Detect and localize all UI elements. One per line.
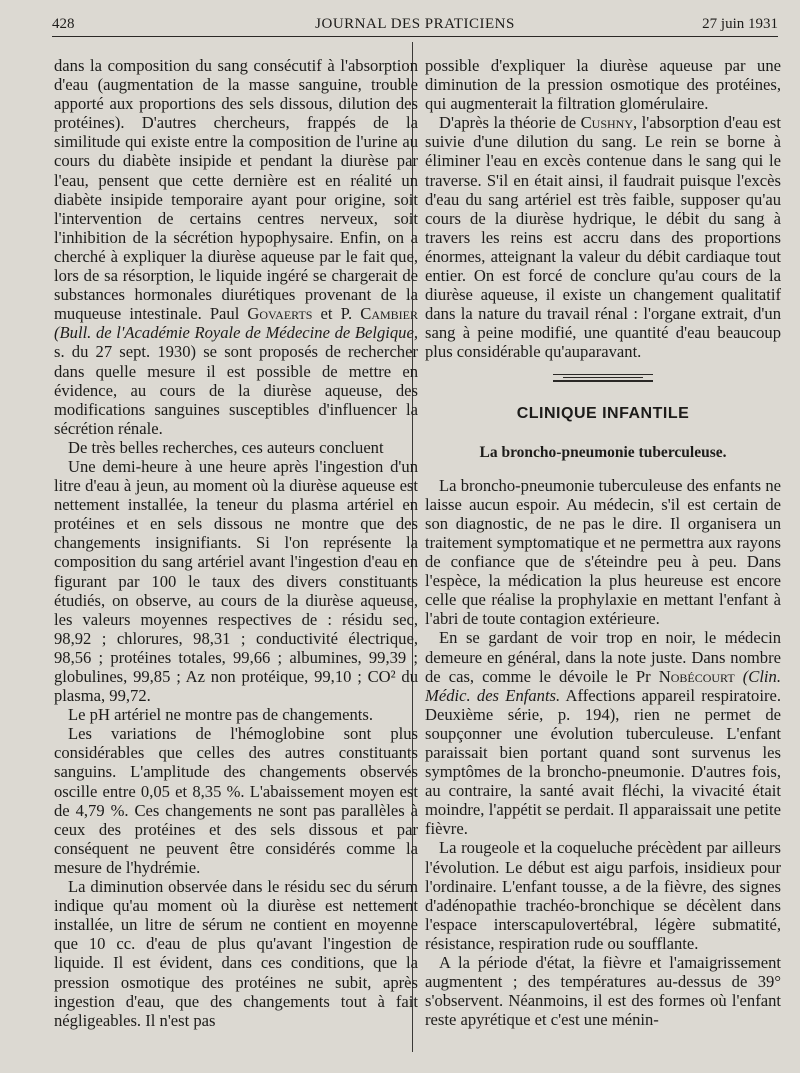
paragraph-text: Paul — [209, 304, 248, 324]
paragraph — [425, 113, 781, 361]
issue-date: 27 juin 1931 — [702, 16, 778, 32]
paragraph: La broncho-pneumonie tuberculeuse des enfants ne laisse aucun espoir. Au médecin, s'il est certain de son diagnostic, de ne pas le dire. Il organisera un traitement symptomatique et ne permettra aux rayons de confiance que de s'éteindre peu à peu. Dans l'espèce, la médication la plus heureuse est encore celle que réalise la prophylaxie en mettant l'enfant à l'abri de toute contagion extérieure. — [425, 475, 781, 629]
paragraph-text: et P. — [312, 304, 361, 324]
running-header — [52, 10, 778, 37]
section-divider — [553, 374, 653, 382]
page-number: 428 — [52, 16, 75, 32]
paragraph: La rougeole et la coqueluche précèdent par ailleurs l'évolution. Le début est aigu parfois, insidieux pour l'ordinaire. L'enfant tousse, a de la fièvre, des signes d'adénopathie trachéo-bronchique se décèlent dans l'espace interscapulovertébral, légère submatité, résistance, respiration rude ou soufflante. — [425, 838, 781, 953]
paragraph — [425, 628, 781, 838]
paragraph: possible d'expliquer la diurèse aqueuse par une diminution de la pression osmotique des protéines, qui augmenterait la filtration glomérulaire. — [425, 56, 781, 114]
paragraph-text: D'après la théorie de — [439, 113, 581, 133]
paragraph: La diminution observée dans le résidu sec du sérum indique qu'au moment où la diurèse est nettement installée, un litre de sérum ne contient en moyenne que 10 cc. d'eau de plus qu'avant l'ingestion de liquide. Il est évident, dans ces conditions, que la pression osmotique des protéines ne subit, après ingestion d'eau, que des changements tout à fait négligeables. Il n'est pas — [54, 877, 418, 1030]
journal-reference: (Bull. de l'Académie Royale de Médecine de Belgique, — [54, 323, 418, 343]
author-name: Cushny — [580, 113, 634, 133]
paragraph-text: , l'absorption d'eau est suivie d'une dilution du sang. Le rein se borne à éliminer l'eau en excès contenue dans le sang qui le traverse. S'il en était ainsi, il faudrait puisque l'excès d'eau du sang artériel est très faible, supposer qu'au cours de la diurèse hydrique, le débit du sang à travers les reins est accru dans des proportions énormes, atteignant la valeur du débit cardiaque tout entier. On est forcé de conclure qu'au cours de la diurèse aqueuse, il existe un changement qualitatif dans la nature du travail rénal : l'organe extrait, d'un sang à peine modifié, une quantité d'eau beaucoup plus considérable qu'auparavant. — [425, 113, 781, 362]
paragraph: Une demi-heure à une heure après l'ingestion d'un litre d'eau à jeun, au moment où la diurèse aqueuse est nettement installée, la teneur du plasma artériel en protéines et en sels dissous ne montre que des changements insignifiants. Si l'on représente la composition du sang artériel avant l'ingestion d'eau en figurant par 100 le taux des divers constituants étudiés, on observe, au cours de la diurèse aqueuse, les valeurs moyennes respectives de : résidu sec, 98,92 ; chlorures, 98,31 ; conductivité électrique, 98,56 ; protéines totales, 99,66 ; albumines, 99,39 ; globulines, 99,85 ; Az non protéique, 99,10 ; CO² du plasma, 99,72. — [54, 456, 418, 706]
paragraph-text: Affections appareil respiratoire. Deuxième série, p. 194), rien ne permet de soupçonner une évolution tuberculeuse. L'enfant paraissait bien portant quand sont survenus les symptômes de la broncho-pneumonie. D'autres fois, au contraire, la santé avait fléchi, la vivacité était moindre, l'appétit se perdait. Il apparaissait une petite fièvre. — [425, 685, 781, 839]
left-column — [54, 56, 418, 1030]
paragraph: De très belles recherches, ces auteurs concluent — [68, 437, 384, 457]
paragraph: A la période d'état, la fièvre et l'amaigrissement augmentent ; des températures au-dessus de 39° s'observent. Néanmoins, il est des formes où l'enfant reste apyrétique et c'est une ménin- — [425, 953, 781, 1030]
article-title: La broncho-pneumonie tuberculeuse. — [479, 443, 727, 461]
author-name: Govaerts — [247, 304, 313, 324]
paragraph-text: dans la composition du sang consécutif à l'absorption d'eau (augmentation de la masse sanguine, trouble apporté aux proportions des sels dissous, dilution des protéines). D'autres chercheurs, frappés de la similitude qui existe entre la composition de l'urine au cours du diabète insipide et pendant la diurèse par l'eau, pensent que cette dernière est en réalité un diabète insipide temporaire ayant pour origine, soit l'intervention de certains centres nerveux, soit l'inhibition de la sécrétion hypophysaire. Enfin, on a cherché à expliquer la diurèse aqueuse par le fait que, lors de sa résorption, le liquide ingéré se chargerait de substances hormonales diurétiques provenant de la muqueuse intestinale. — [54, 56, 418, 324]
right-column — [425, 56, 781, 1029]
book-reference: (Clin. Médic. des Enfants. — [425, 666, 781, 705]
paragraph: Les variations de l'hémoglobine sont plus considérables que celles des autres constituants sanguins. L'amplitude des changements observés oscille entre 0,05 et 8,35 %. L'abaissement moyen est de 4,79 %. Ces changements ne sont pas parallèles à ceux des protéines et des sels dissous et par conséquent ne peuvent être considérés comme la mesure de l'hydrémie. — [54, 724, 418, 877]
paragraph: Le pH artériel ne montre pas de changements. — [68, 705, 374, 725]
paragraph-text: En se gardant de voir trop en noir, le médecin demeure en général, dans la note juste. Dans nombre de cas, comme le dévoile le Pr — [425, 628, 781, 686]
paragraph-text: s. du 27 sept. 1930) se sont proposés de rechercher dans quelle mesure il est possible de mettre en évidence, au cours de la diurèse aqueuse, des modifications sanguines susceptibles d'influencer la sécrétion rénale. — [54, 342, 418, 438]
section-heading: CLINIQUE INFANTILE — [516, 404, 690, 422]
author-name: Cambier — [360, 304, 418, 324]
journal-title: JOURNAL DES PRATICIENS — [315, 16, 515, 32]
author-name: Nobécourt — [658, 666, 735, 686]
paragraph — [54, 56, 418, 438]
